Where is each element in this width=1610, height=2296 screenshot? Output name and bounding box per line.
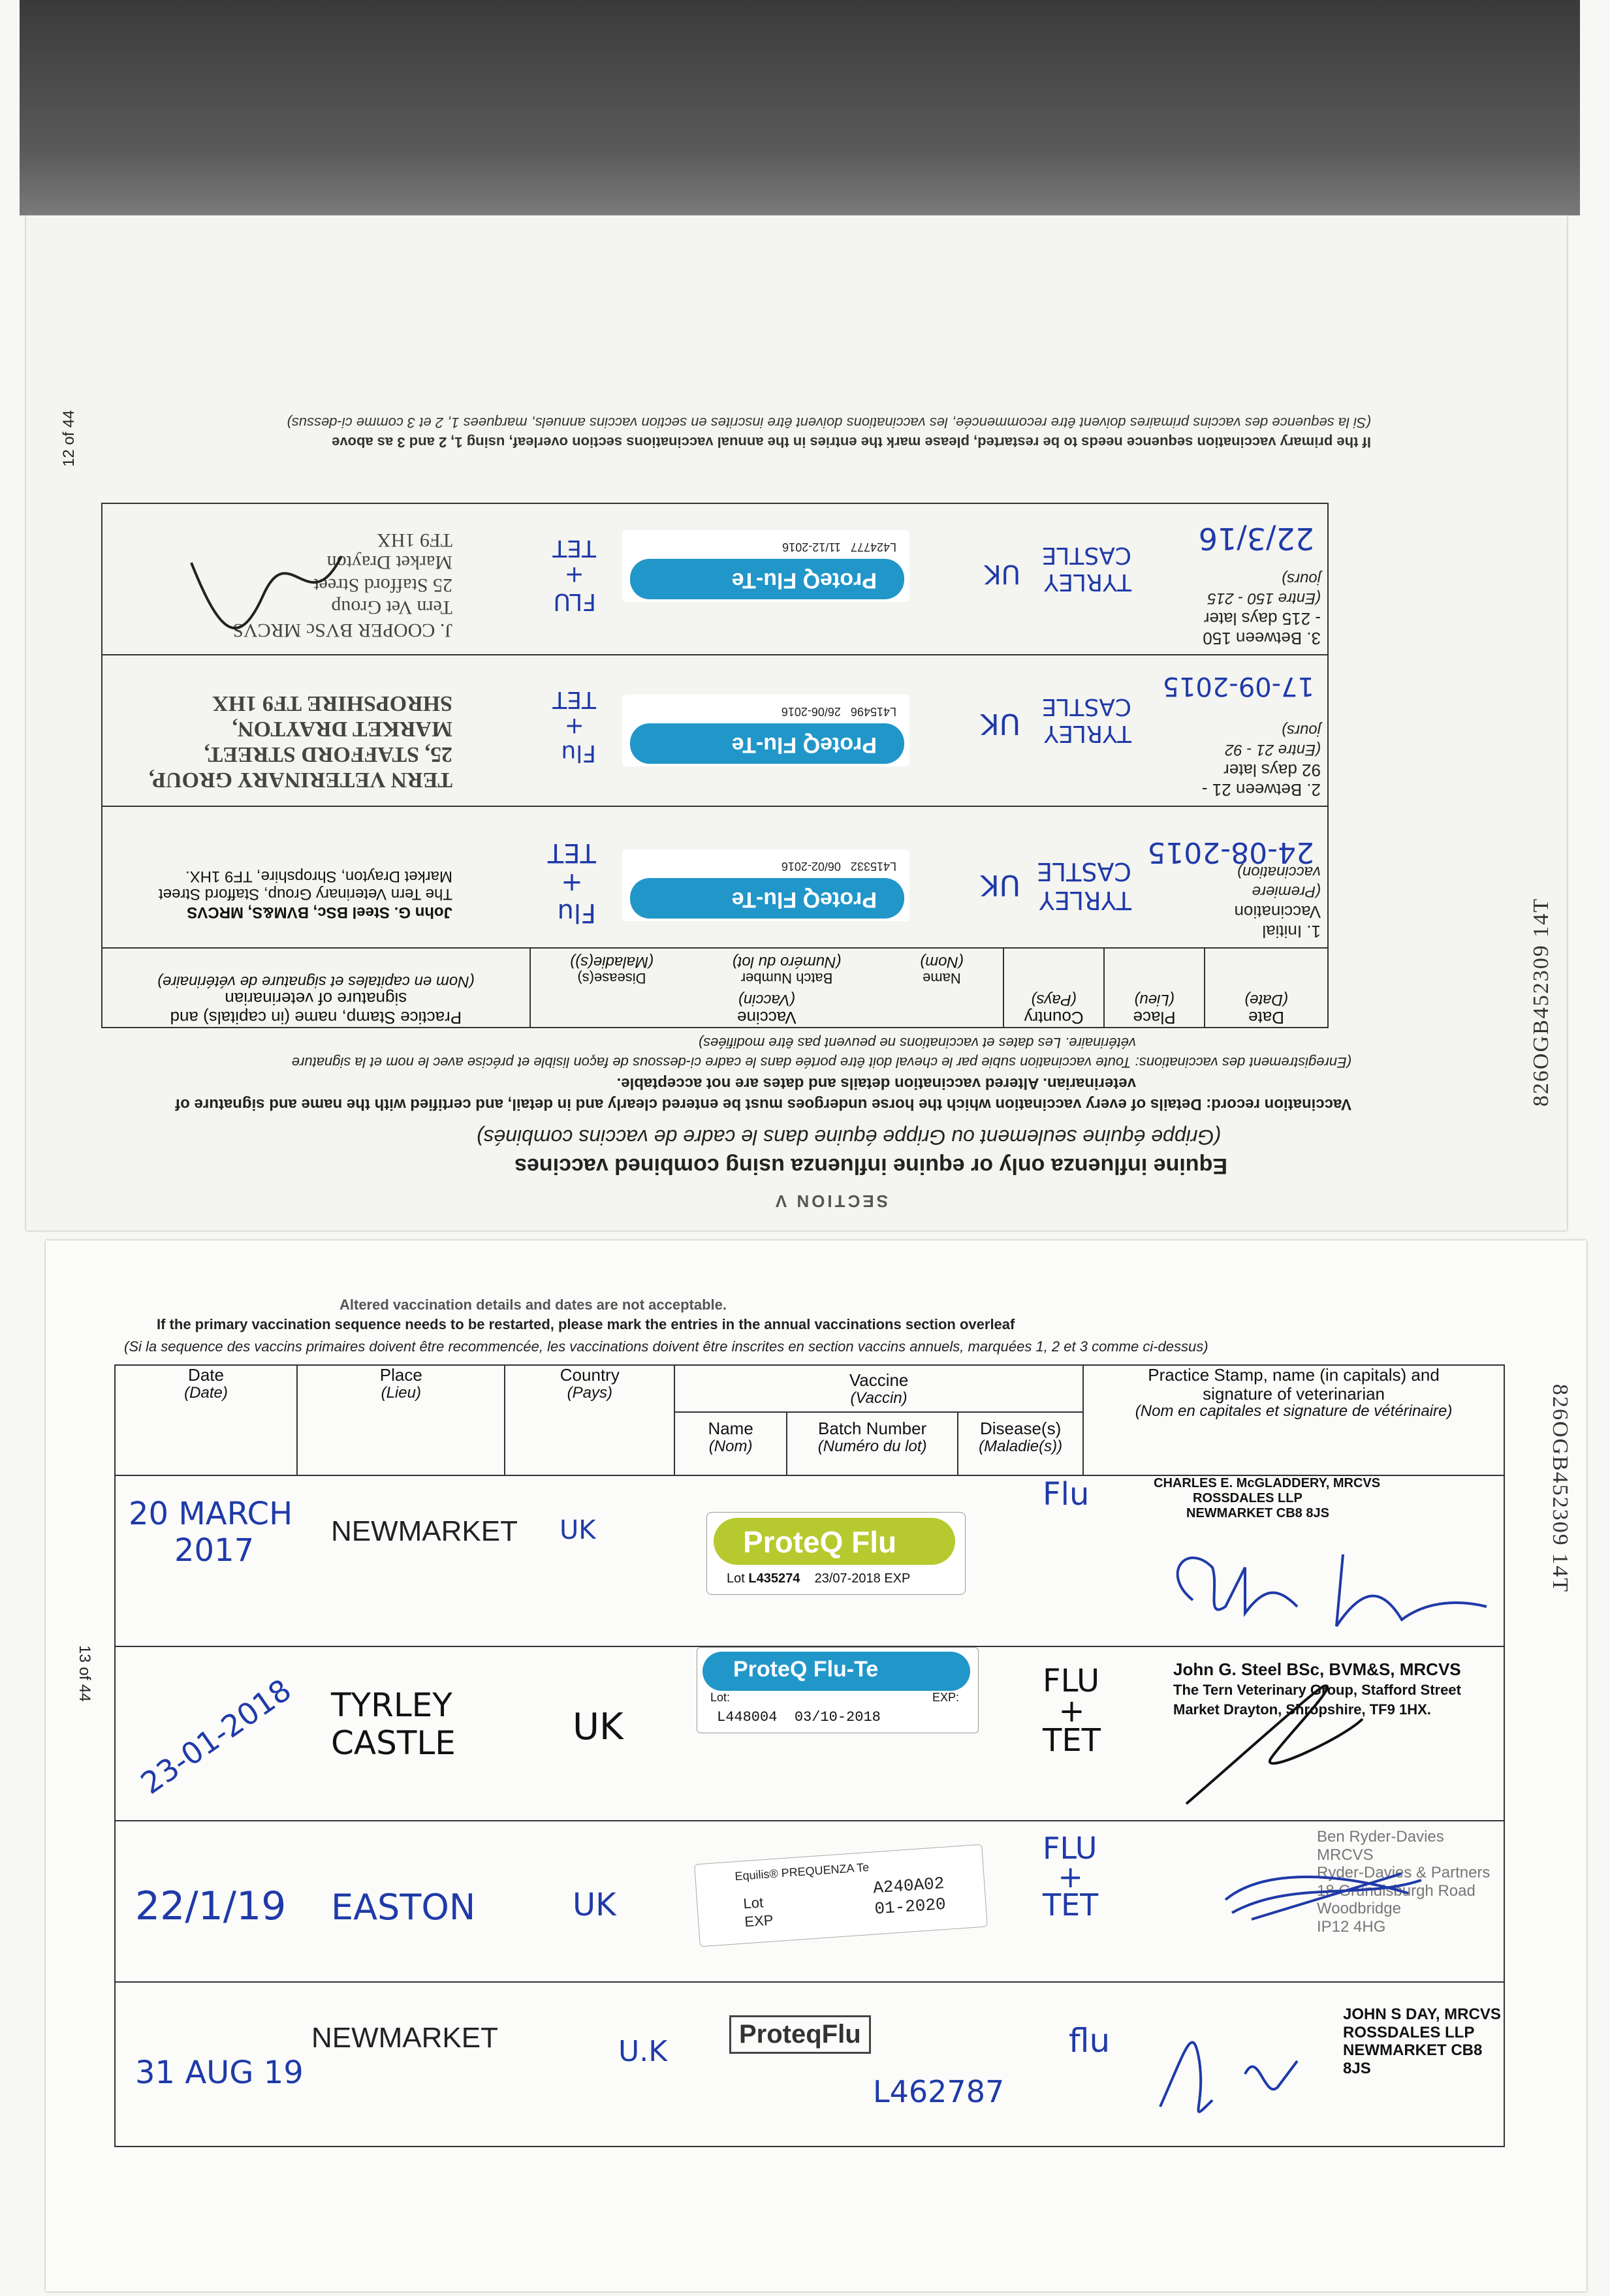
table-row bbox=[115, 1475, 1504, 1646]
passport-page-13 bbox=[46, 1240, 1586, 2291]
table-row bbox=[115, 1821, 1504, 1982]
disease-value: flu bbox=[1069, 2022, 1111, 2060]
record-text-2: veterinarian. Altered vaccination details and dates are not acceptable. bbox=[616, 1075, 1136, 1092]
date-value: 24-08-2015 bbox=[1147, 836, 1314, 869]
practice-stamp: John G. Steel BSc, BVM&S, MRCVS The Tern Veterinary Group, Stafford Street Market Drayton, Shropshire, TF9 1HX. bbox=[158, 867, 452, 921]
batch-value: L462787 bbox=[873, 2074, 1005, 2109]
place-value: TYRLEY CASTLE bbox=[1041, 693, 1131, 747]
table-row bbox=[102, 503, 1328, 655]
header-country: Country (Pays) bbox=[1003, 948, 1104, 1028]
header-stamp: Practice Stamp, name (in capitals) and signature of veterinarian (Nom en capitales et signature de vétérinaire) bbox=[1083, 1365, 1504, 1475]
header-disease: Disease(s) (Maladie(s)) bbox=[569, 952, 654, 987]
header-place: Place (Lieu) bbox=[297, 1365, 505, 1475]
disease-value: FLU + TET bbox=[552, 535, 596, 615]
stage-label: 1. Initial Vaccination (Premiere vaccination) bbox=[1234, 863, 1321, 941]
header-date: Date (Date) bbox=[1205, 948, 1328, 1028]
practice-stamp: Ben Ryder-Davies MRCVS Ryder-Davies & Partners 18 Grundisburgh Road Woodbridge IP12 4HG bbox=[1317, 1828, 1491, 1936]
practice-stamp: CHARLES E. McGLADDERY, MRCVS ROSSDALES LLP NEWMARKET CB8 8JS bbox=[1154, 1476, 1381, 1520]
passport-id: 826OGB452309 14T bbox=[1529, 897, 1553, 1107]
country-value: U.K bbox=[618, 2035, 668, 2068]
vaccine-label: ProteQ Flu-Te Lot: EXP: L448004 03/10-2018 bbox=[697, 1647, 979, 1733]
page-number: 12 of 44 bbox=[60, 410, 78, 467]
country-value: UK bbox=[560, 1515, 596, 1545]
practice-stamp: JOHN S DAY, MRCVS ROSSDALES LLP NEWMARKET CB8 8JS bbox=[1343, 2005, 1501, 2077]
header-batch: Batch Number (Numéro du lot) bbox=[787, 1413, 958, 1475]
place-value: NEWMARKET bbox=[331, 1515, 518, 1547]
signature bbox=[1173, 1660, 1382, 1810]
section-heading: SECTION V bbox=[772, 1191, 888, 1211]
primary-vaccination-table bbox=[101, 503, 1329, 1028]
passport-id: 826OGB452309 14T bbox=[1548, 1384, 1572, 1594]
disease-value: Flu bbox=[1043, 1476, 1090, 1513]
vaccine-label: ProteQ Flu-Te L415332 06/02-2016 bbox=[622, 849, 909, 921]
stage-label: 3. Between 150 - 215 days later (Entre 150 - 215 jours) bbox=[1203, 570, 1321, 648]
signature bbox=[1147, 2009, 1317, 2133]
signature bbox=[178, 530, 348, 635]
disease-value: Flu + TET bbox=[552, 686, 596, 766]
country-value: UK bbox=[573, 1706, 623, 1748]
section-subtitle: (Grippe équine seulement ou Grippe équine dans le cadre de vaccins combinés) bbox=[476, 1125, 1221, 1149]
place-value: EASTON bbox=[331, 1887, 476, 1928]
date-value: 31 AUG 19 bbox=[135, 2054, 304, 2091]
vaccine-label: ProteQ Flu Lot L435274 23/07-2018 EXP bbox=[706, 1512, 966, 1595]
practice-stamp: John G. Steel BSc, BVM&S, MRCVS The Tern Veterinary Group, Stafford Street Market Drayton, Shropshire, TF9 1HX. bbox=[1173, 1659, 1461, 1718]
country-value: UK bbox=[980, 868, 1020, 902]
header-place: Place (Lieu) bbox=[1104, 948, 1205, 1028]
record-text-1: Vaccination record: Details of every vaccination which the horse undergoes must be entered clearly and in detail, and certified with the name and signature of bbox=[175, 1095, 1351, 1113]
practice-stamp: TERN VETERINARY GROUP, 25, STAFFORD STREET, MARKET DRAYTON, SHROPSHIRE TF9 1HX bbox=[148, 691, 452, 792]
disease-value: Flu + TET bbox=[547, 838, 596, 928]
country-value: UK bbox=[984, 559, 1020, 589]
restart-notice-fr: (Si la sequence des vaccins primaires doivent être recommencée, les vaccinations doivent être inscrites en section vaccins annuels, marquées 1, 2 et 3 comme ci-dessus) bbox=[124, 1338, 1208, 1355]
country-value: UK bbox=[573, 1887, 616, 1923]
passport-page-12 bbox=[26, 215, 1567, 1231]
vaccine-label: ProteQ Flu-Te L424777 11/12-2016 bbox=[622, 530, 909, 602]
date-value: 20 MARCH 2017 bbox=[129, 1496, 293, 1569]
page-number: 13 of 44 bbox=[76, 1645, 93, 1702]
record-text-4: vétérinaire. Les dates et vaccinations ne peuvent pas être modifiées) bbox=[698, 1035, 1136, 1051]
place-value: TYRLEY CASTLE bbox=[1041, 542, 1131, 595]
stage-label: 2. Between 21 - 92 days later (Entre 21 - 92 jours) bbox=[1201, 721, 1321, 800]
restart-notice: If the primary vaccination sequence needs to be restarted, please mark the entries in the annual vaccinations section overleaf, using 1, 2 and 3 as above bbox=[332, 434, 1371, 450]
vaccine-label: ProteQ Flu-Te L415496 26/06-2016 bbox=[622, 695, 909, 766]
date-value: 22/3/16 bbox=[1198, 521, 1314, 556]
table-row bbox=[102, 655, 1328, 806]
header-vaccine: Vaccine (Vaccin) Name (Nom) Batch Number (Numéro du lot) Disease(s) (Maladie(s)) bbox=[530, 948, 1004, 1028]
header-name: Name (Nom) bbox=[675, 1413, 787, 1475]
section-title: Equine influenza only or equine influenza using combined vaccines bbox=[514, 1154, 1227, 1178]
disease-value: FLU + TET bbox=[1043, 1831, 1099, 1923]
header-name: Name (Nom) bbox=[920, 952, 964, 987]
vaccination-table bbox=[114, 1364, 1505, 2147]
date-value: 17-09-2015 bbox=[1162, 671, 1314, 701]
place-value: TYRLEY CASTLE bbox=[331, 1686, 456, 1762]
header-country: Country (Pays) bbox=[505, 1365, 674, 1475]
scanner-shadow bbox=[20, 0, 1580, 215]
place-value: TYRLEY CASTLE bbox=[1036, 857, 1131, 915]
header-batch: Batch Number (Numéro du lot) bbox=[732, 952, 842, 987]
table-row bbox=[115, 1982, 1504, 2147]
header-disease: Disease(s) (Maladie(s)) bbox=[979, 1419, 1063, 1455]
country-value: UK bbox=[980, 707, 1020, 740]
table-row bbox=[102, 806, 1328, 948]
header-date: Date (Date) bbox=[115, 1365, 297, 1475]
vaccine-stamp: ProteqFlu bbox=[729, 2015, 871, 2054]
altered-notice: Altered vaccination details and dates are not acceptable. bbox=[339, 1297, 727, 1313]
restart-notice: If the primary vaccination sequence needs to be restarted, please mark the entries in the annual vaccinations section overleaf bbox=[157, 1316, 1015, 1332]
signature bbox=[1147, 1528, 1500, 1639]
restart-notice-fr: (Si la sequence des vaccins primaires doivent être recommencée, les vaccinations doivent être inscrites en section vaccins annuels, marquees 1, 2 et 3 comme ci-dessus) bbox=[287, 415, 1371, 431]
header-vaccine: Vaccine (Vaccin) Name (Nom) Batch Number (Numéro du lot) Disease(s) (Maladie(s)) bbox=[674, 1365, 1083, 1475]
date-value: 22/1/19 bbox=[135, 1883, 287, 1929]
date-value: 23-01-2018 bbox=[134, 1672, 298, 1801]
place-value: NEWMARKET bbox=[311, 2022, 498, 2054]
upside-down-content bbox=[26, 215, 1567, 1231]
header-stamp: Practice Stamp, name (in capitals) and signature of veterinarian (Nom en capitales et signature de vétérinaire) bbox=[102, 948, 530, 1028]
table-row bbox=[115, 1646, 1504, 1821]
practice-stamp: J. COOPER BVSc MRCVS Tern Vet Group 25 Stafford Street Market Drayton TF9 1HX bbox=[232, 529, 452, 641]
signature bbox=[1212, 1854, 1434, 1939]
disease-value: FLU + TET bbox=[1043, 1663, 1101, 1759]
record-text-3: (Enregistrement des vaccinations: Toute vaccination subie par le cheval doit être portée dans le cadre ci-dessous de façon lisible et précise avec le nom et la signature bbox=[291, 1054, 1351, 1071]
vaccine-label: Equilis® PREQUENZA Te Lot EXP A240A02 01-2020 bbox=[694, 1844, 988, 1947]
